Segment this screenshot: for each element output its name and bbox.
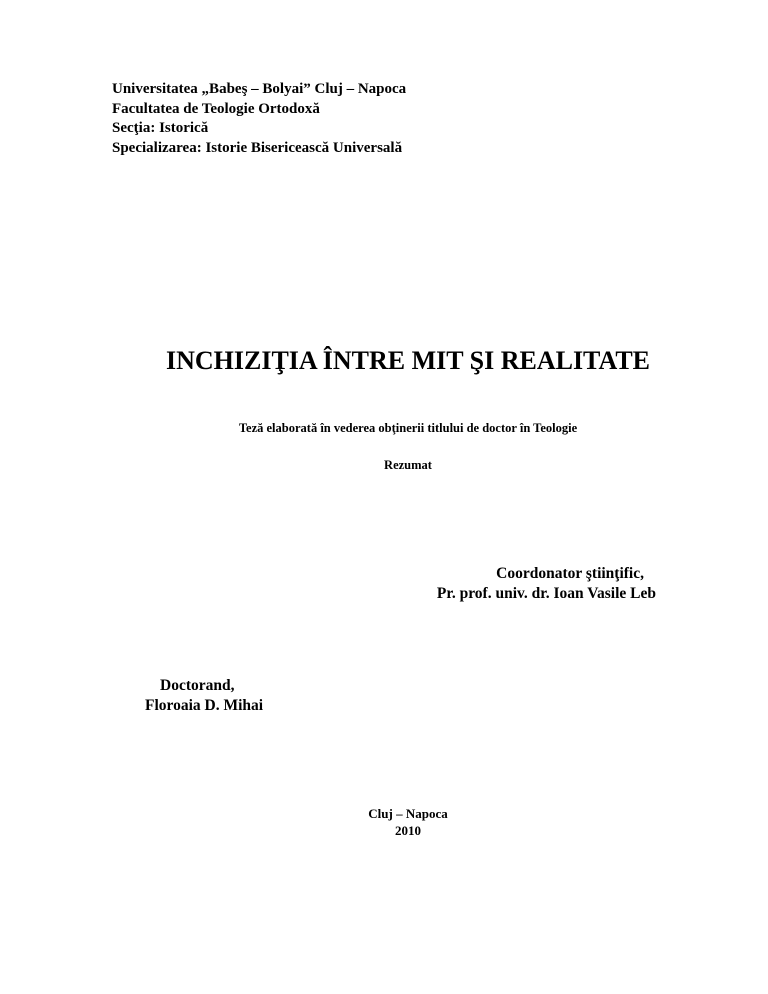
section-name: Secţia: Istorică — [112, 120, 209, 136]
faculty-name: Facultatea de Teologie Ortodoxă — [112, 100, 320, 117]
institution-header — [112, 80, 406, 158]
thesis-title: INCHIZIŢIA ÎNTRE MIT ŞI REALITATE — [165, 346, 651, 375]
university-name: Universitatea „Babeş – Bolyai” Cluj – Napoca — [112, 81, 407, 97]
place-date-footer — [0, 805, 768, 839]
coordinator-role: Coordonator ştiinţific, — [496, 565, 644, 582]
student-name: Floroaia D. Mihai — [145, 697, 264, 714]
specialization-name: Specializarea: Istorie Bisericească Universală — [112, 139, 403, 156]
thesis-subtitle: Teză elaborată în vederea obţinerii titlului de doctor în Teologie — [238, 421, 578, 435]
student-block — [145, 676, 263, 716]
coordinator-block — [437, 564, 656, 604]
coordinator-name: Pr. prof. univ. dr. Ioan Vasile Leb — [436, 585, 656, 602]
student-role: Doctorand, — [160, 677, 235, 694]
document-type: Rezumat — [384, 458, 432, 472]
footer-city: Cluj – Napoca — [368, 806, 448, 821]
footer-year: 2010 — [395, 823, 421, 838]
